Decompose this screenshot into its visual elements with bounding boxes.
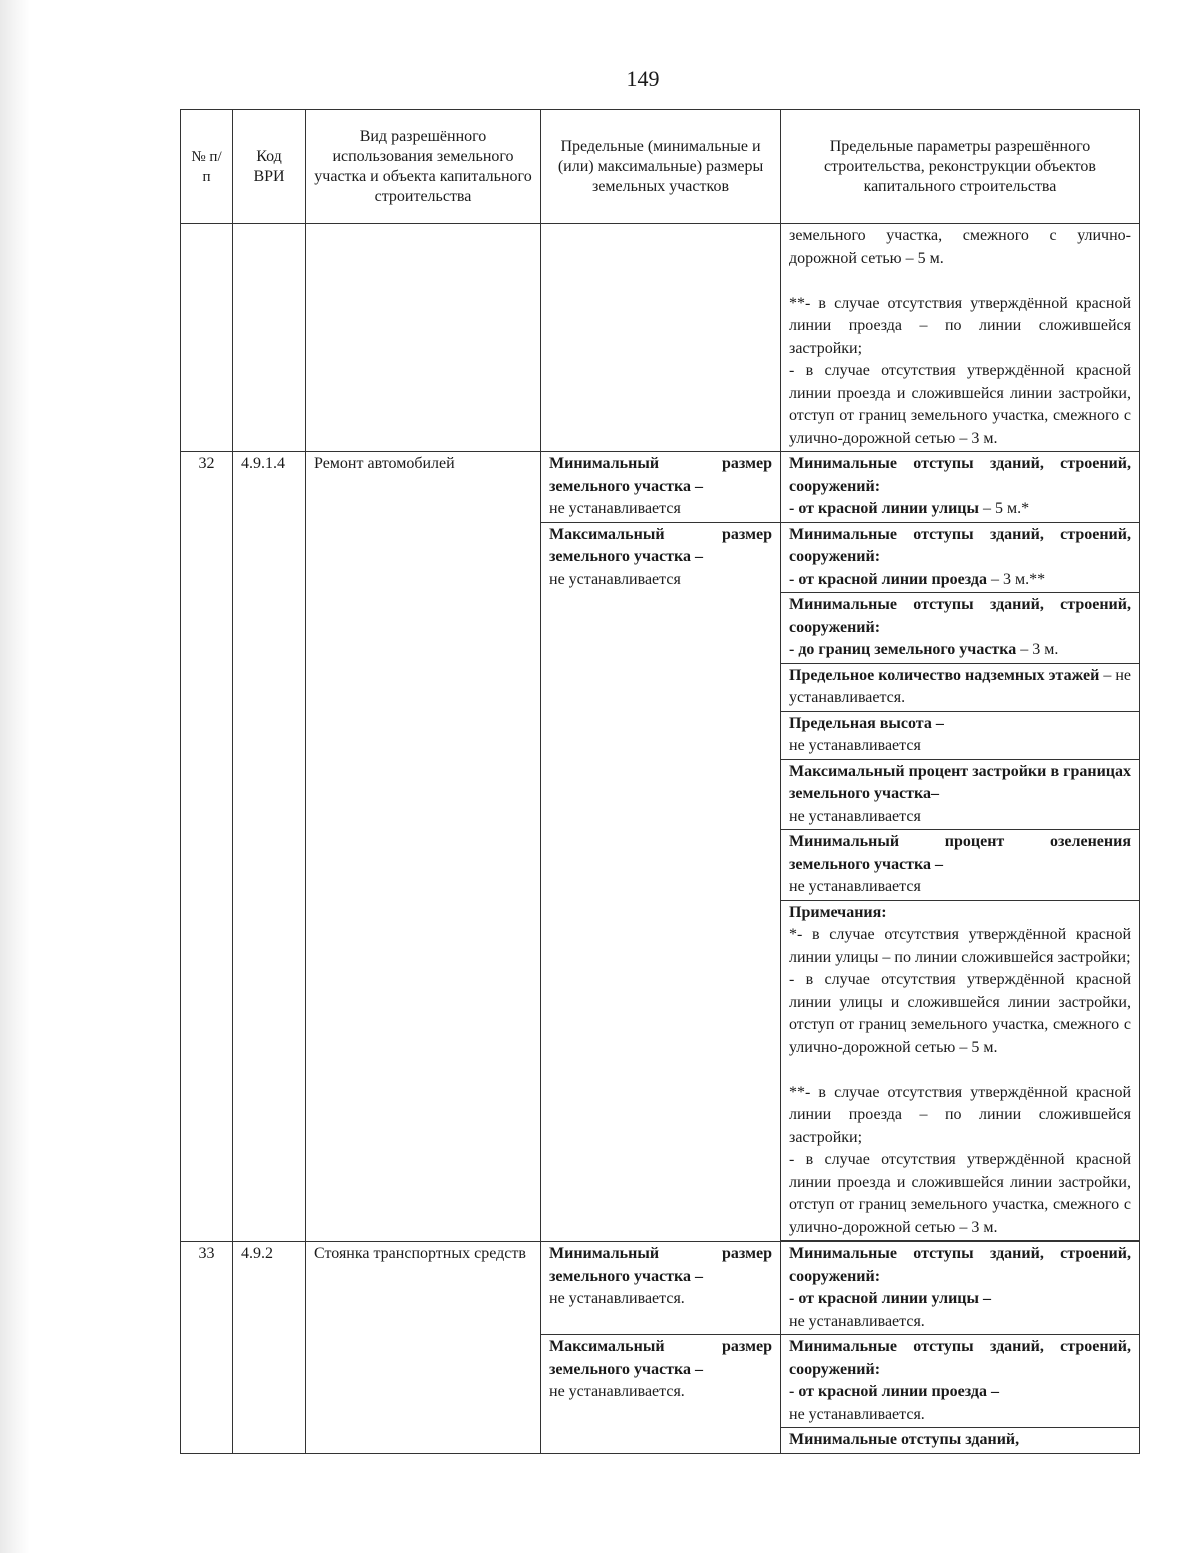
continuation-note: - в случае отсутствия утверждённой красной линии проезда и сложившейся линии застройки, отступ от границ земельного участка, смежного с улично-дорожной сетью – 3 м.: [789, 362, 1131, 447]
param-setback-driveway: [781, 1335, 1140, 1428]
min-size-label: Минимальный размер земельного участка –: [549, 1245, 772, 1285]
spacer: [789, 1059, 1131, 1082]
header-size: Предельные (минимальные и (или) максимальные) размеры земельных участков: [541, 110, 781, 224]
row-number: 32: [181, 452, 233, 1242]
note-item: - в случае отсутствия утверждённой красной линии улицы и сложившейся линии застройки, отступ от границ земельного участка, смежного с улично-дорожной сетью – 5 м.: [789, 971, 1131, 1056]
vri-code: 4.9.2: [233, 1242, 306, 1454]
param-value: – не устанавливается.: [789, 666, 1131, 706]
cell-params-continuation: [781, 224, 1140, 452]
row-number: 33: [181, 1242, 233, 1454]
note-item: **- в случае отсутствия утверждённой красной линии проезда – по линии сложившейся застройки;: [789, 1083, 1131, 1146]
notes-title: Примечания:: [789, 903, 887, 921]
header-code: Код ВРИ: [233, 110, 306, 224]
spacer: [789, 270, 1131, 293]
param-max-coverage: [781, 759, 1140, 830]
scan-edge-shadow: [0, 0, 30, 1553]
param-setback-boundary: [781, 1428, 1140, 1454]
cell-empty: [541, 224, 781, 452]
table-row-continuation: [181, 224, 1140, 452]
param-value: не устанавливается: [789, 737, 921, 754]
param-min-greenery: [781, 830, 1140, 901]
max-size: [541, 522, 781, 1242]
min-size: [541, 452, 781, 523]
param-label: Максимальный процент застройки в границах земельного участка–: [789, 762, 1131, 802]
header-use: Вид разрешённого использования земельного участка и объекта капитального строительства: [306, 110, 541, 224]
table-header-row: [181, 110, 1140, 224]
param-label: Минимальные отступы зданий, строений, сооружений:: [789, 596, 1131, 636]
param-value: не устанавливается: [789, 878, 921, 895]
param-value: – 3 м.**: [986, 570, 1046, 588]
note-item: *- в случае отсутствия утверждённой красной линии улицы – по линии сложившейся застройки;: [789, 926, 1131, 966]
param-line: - от красной линии улицы: [789, 500, 979, 517]
notes: [781, 900, 1140, 1241]
max-size-label: Максимальный размер земельного участка –: [549, 1338, 772, 1378]
min-size-label: Минимальный размер земельного участка –: [549, 455, 772, 495]
max-size: [541, 1335, 781, 1454]
continuation-note: **- в случае отсутствия утверждённой красной линии проезда – по линии сложившейся застройки;: [789, 294, 1131, 357]
param-floors: [781, 663, 1140, 711]
param-setback-boundary: [781, 593, 1140, 664]
param-value: не устанавливается.: [789, 1312, 925, 1330]
param-setback-street: [781, 452, 1140, 523]
use-name: Ремонт автомобилей: [306, 452, 541, 1242]
param-line: - от красной линии проезда –: [789, 1383, 999, 1400]
note-item: - в случае отсутствия утверждённой красной линии проезда и сложившейся линии застройки, отступ от границ земельного участка, смежного с улично-дорожной сетью – 3 м.: [789, 1151, 1131, 1236]
header-num: № п/п: [181, 110, 233, 224]
zoning-table: [180, 109, 1140, 1454]
max-size-label: Максимальный размер земельного участка –: [549, 525, 772, 565]
param-value: – 5 м.*: [979, 500, 1030, 517]
page-number: 149: [626, 66, 660, 91]
param-line: - от красной линии проезда: [789, 570, 987, 588]
param-line: - от красной линии улицы –: [789, 1290, 991, 1307]
cell-empty: [233, 224, 306, 452]
max-size-value: не устанавливается: [549, 570, 681, 588]
min-size-value: не устанавливается.: [549, 1290, 685, 1307]
cell-empty: [181, 224, 233, 452]
use-name: Стоянка транспортных средств: [306, 1242, 541, 1454]
param-setback-driveway: [781, 522, 1140, 593]
param-value: – 3 м.: [1016, 641, 1059, 658]
param-label: Минимальные отступы зданий, строений, сооружений:: [789, 525, 1131, 565]
cell-empty: [306, 224, 541, 452]
param-value: не устанавливается.: [789, 1405, 925, 1423]
param-value: не устанавливается: [789, 807, 921, 825]
param-line: - до границ земельного участка: [789, 641, 1017, 658]
param-label: Минимальный процент озеленения земельного участка –: [789, 833, 1131, 873]
param-label: Минимальные отступы зданий,: [789, 1431, 1020, 1448]
table-row-32: [181, 452, 1140, 523]
param-label: Минимальные отступы зданий, строений, сооружений:: [789, 455, 1131, 495]
min-size: [541, 1242, 781, 1335]
param-label: Предельное количество надземных этажей: [789, 666, 1100, 684]
param-label: Минимальные отступы зданий, строений, сооружений:: [789, 1338, 1131, 1378]
continuation-text: земельного участка, смежного с улично-дорожной сетью – 5 м.: [789, 227, 1131, 267]
param-label: Предельная высота –: [789, 714, 944, 732]
max-size-value: не устанавливается.: [549, 1383, 685, 1400]
param-label: Минимальные отступы зданий, строений, сооружений:: [789, 1245, 1131, 1285]
param-height: [781, 711, 1140, 759]
header-params: Предельные параметры разрешённого строительства, реконструкции объектов капитального строительства: [781, 110, 1140, 224]
param-setback-street: [781, 1242, 1140, 1335]
min-size-value: не устанавливается: [549, 500, 681, 517]
table-row-33: [181, 1242, 1140, 1335]
vri-code: 4.9.1.4: [233, 452, 306, 1242]
